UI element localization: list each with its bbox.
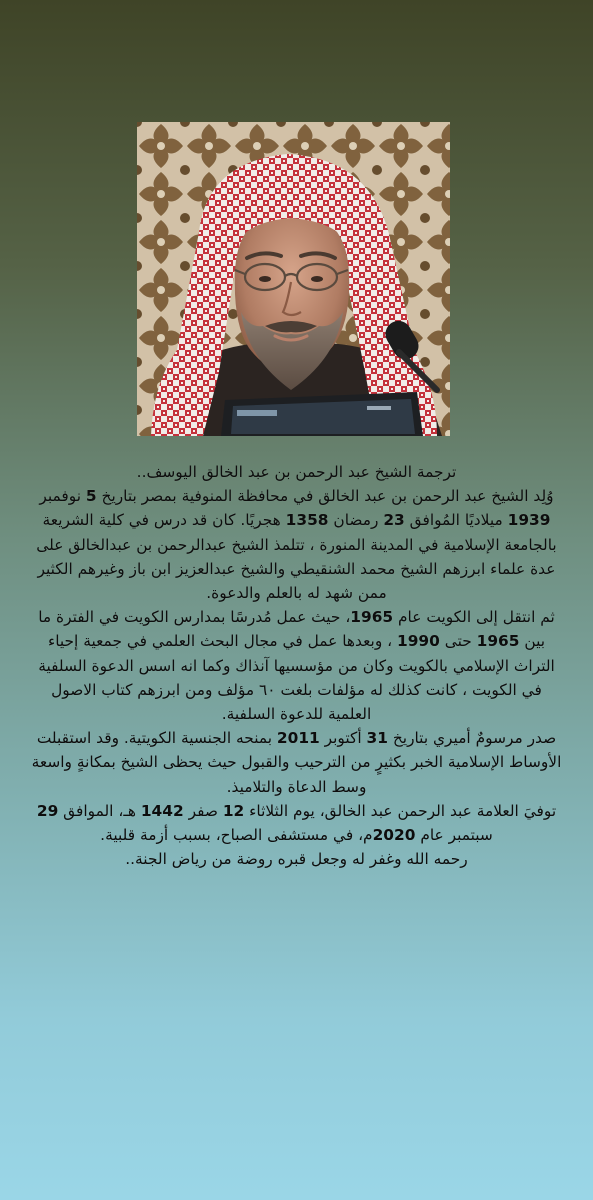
bio-number: 2011	[276, 729, 320, 748]
bio-number: 1358	[285, 511, 329, 530]
bio-number: 2020	[372, 826, 416, 845]
bio-text: نوفمبر	[39, 487, 86, 506]
bio-text: ، وبعدها عمل في مجال البحث العلمي في جمعية إحياء التراث الإسلامي بالكويت وكان من مؤسسيها آنذاك وكما انه اسس الدعوة السلفية في الكويت ، كانت كذلك له مؤلفات بلغت ٦٠ مؤلف ومن ابرزهم كتاب الاصول العلمية للدعوة السلفية.	[38, 632, 555, 724]
bio-paragraph-5	[30, 847, 563, 871]
bio-number: 1442	[140, 801, 184, 820]
bio-text: حتى	[439, 632, 477, 651]
bio-text: توفيَ العلامة عبد الرحمن عبد الخالق، يوم الثلاثاء	[244, 801, 557, 820]
bio-text: ، حيث عمل مُدرسًا بمدارس الكويت في الفترة ما بين	[38, 608, 546, 651]
bio-text: سبتمبر عام	[415, 826, 493, 845]
bio-number: 5	[85, 487, 97, 506]
bio-number: 29	[36, 801, 59, 820]
bio-number: 23	[383, 511, 405, 530]
bio-text: وُلِد الشيخ عبد الرحمن بن عبد الخالق في محافظة المنوفية بمصر بتاريخ	[96, 487, 554, 506]
portrait-photo	[137, 122, 450, 436]
bio-text: صدر مرسومٌ أميري بتاريخ	[387, 729, 557, 748]
bio-text: رحمه الله وغفر له وجعل قبره روضة من رياض الجنة..	[125, 850, 468, 869]
bio-paragraph-3	[30, 726, 563, 799]
bio-number: 1965	[476, 632, 520, 651]
bio-paragraph-2	[30, 605, 563, 726]
biography-text	[30, 460, 563, 871]
bio-text: هـ، الموافق	[58, 801, 141, 820]
bio-paragraph-4	[30, 799, 563, 847]
bio-text: م، في مستشفى الصباح، بسبب أزمة قلبية.	[100, 826, 373, 845]
bio-text: هجريًا. كان قد درس في كلية الشريعة بالجامعة الإسلامية في المدينة المنورة ، تتلمذ الشيخ عبدالرحمن بن عبدالخالق على عدة علماء ابرزهم الشيخ محمد الشنقيطي والشيخ عبدالعزيز ابن باز وغيرهم الكثير ممن شهد له بالعلم والدعوة.	[36, 511, 557, 603]
bio-number: 1965	[350, 608, 394, 627]
bio-number: 1990	[397, 632, 440, 651]
bio-text: أكتوبر	[319, 729, 367, 748]
bio-text: رمضان	[328, 511, 384, 530]
bio-number: 31	[366, 729, 388, 748]
bio-text: بمنحه الجنسية الكويتية. وقد استقبلت الأوساط الإسلامية الخبر بكثيرٍ من الترحيب والقبول حيث يحظى الشيخ بمكانةٍ واسعة وسط الدعاة والتلاميذ.	[31, 729, 562, 796]
bio-number: 1939	[507, 511, 551, 530]
bio-text: ميلاديًا المُوافق	[404, 511, 508, 530]
bio-number: 12	[222, 801, 245, 820]
bio-paragraph-1	[30, 460, 563, 605]
bio-text: ثم انتقل إلى الكويت عام	[393, 608, 555, 627]
bio-text: صفر	[183, 801, 223, 820]
bio-text: ترجمة الشيخ عبد الرحمن بن عبد الخالق اليوسف..	[136, 463, 457, 481]
